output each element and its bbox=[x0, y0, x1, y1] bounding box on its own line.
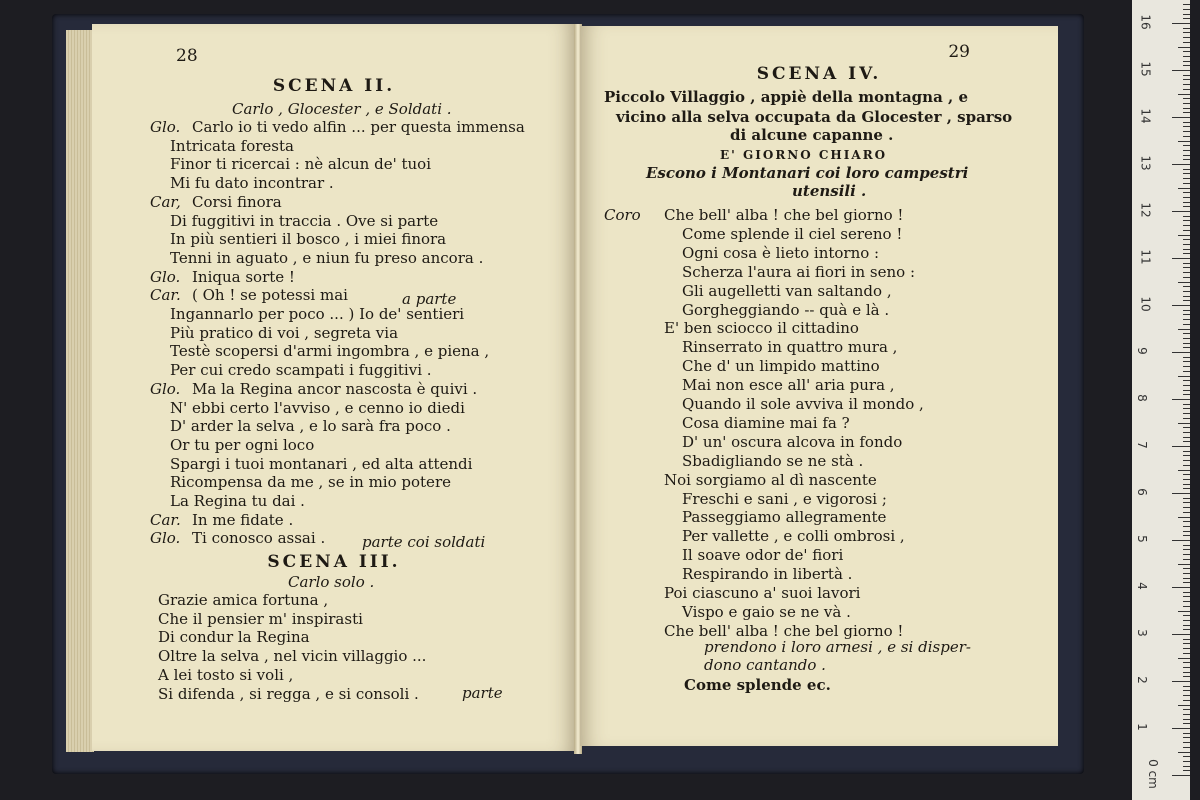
ruler-tick bbox=[1183, 178, 1190, 179]
ruler-tick bbox=[1172, 70, 1190, 71]
ruler-tick bbox=[1172, 211, 1190, 212]
ruler-tick bbox=[1183, 361, 1190, 362]
ruler-tick bbox=[1183, 277, 1190, 278]
ruler-tick bbox=[1183, 700, 1190, 701]
ruler-tick bbox=[1183, 150, 1190, 151]
ruler-tick bbox=[1183, 263, 1190, 264]
ruler-label: 11 bbox=[1138, 249, 1153, 265]
verse-line: Per vallette , e colli ombrosi , bbox=[682, 527, 905, 546]
ruler-tick bbox=[1183, 648, 1190, 649]
ruler-tick bbox=[1183, 324, 1190, 325]
ruler-tick bbox=[1178, 752, 1190, 753]
monologue-line: Oltre la selva , nel vicin villaggio ... bbox=[158, 647, 427, 666]
stage-direction-exit-3: parte bbox=[462, 684, 503, 702]
speaker-label: Car, bbox=[150, 192, 181, 211]
ruler-tick bbox=[1183, 742, 1190, 743]
dialogue-line: N' ebbi certo l'avviso , e cenno io diedi bbox=[170, 398, 465, 417]
setting-line-1: Piccolo Villaggio , appiè della montagna , e bbox=[604, 88, 968, 106]
dialogue-line: Ricompensa da me , se in mio potere bbox=[170, 473, 451, 492]
speaker-label: Glo. bbox=[150, 379, 181, 398]
ruler-tick bbox=[1183, 338, 1190, 339]
ruler-tick bbox=[1178, 94, 1190, 95]
ruler-tick bbox=[1183, 296, 1190, 297]
ruler-tick bbox=[1183, 714, 1190, 715]
ruler-tick bbox=[1183, 136, 1190, 137]
scene3-characters: Carlo solo . bbox=[288, 573, 375, 591]
ruler-tick bbox=[1183, 549, 1190, 550]
ruler-tick bbox=[1183, 183, 1190, 184]
speaker-label: Car. bbox=[150, 510, 181, 529]
dialogue-line: Ti conosco assai . bbox=[192, 529, 326, 548]
dialogue-line: Or tu per ogni loco bbox=[170, 435, 315, 454]
ruler-tick bbox=[1183, 9, 1190, 10]
speaker-label: Glo. bbox=[150, 118, 181, 136]
ruler-tick bbox=[1183, 56, 1190, 57]
ruler-tick bbox=[1183, 770, 1190, 771]
ruler-tick bbox=[1183, 667, 1190, 668]
ruler-tick bbox=[1183, 28, 1190, 29]
ruler-tick bbox=[1183, 4, 1190, 5]
scene-title-3: SCENA III. bbox=[267, 552, 401, 572]
dialogue-line: D' arder la selva , e lo sarà fra poco . bbox=[170, 417, 451, 436]
ruler-tick bbox=[1183, 145, 1190, 146]
ruler-tick bbox=[1183, 206, 1190, 207]
ruler-tick bbox=[1183, 122, 1190, 123]
ruler-tick bbox=[1183, 592, 1190, 593]
ruler-tick bbox=[1183, 747, 1190, 748]
closing-line: Come splende ec. bbox=[684, 676, 831, 694]
page-number-right: 29 bbox=[948, 42, 970, 62]
ruler-tick bbox=[1183, 573, 1190, 574]
ruler-tick bbox=[1183, 385, 1190, 386]
ruler-tick bbox=[1183, 686, 1190, 687]
ruler-tick bbox=[1183, 507, 1190, 508]
ruler-tick bbox=[1183, 526, 1190, 527]
ruler-tick bbox=[1183, 61, 1190, 62]
ruler-tick bbox=[1183, 521, 1190, 522]
speaker-label: Coro bbox=[604, 206, 641, 224]
scene-title: SCENA II. bbox=[272, 76, 396, 96]
ruler-tick bbox=[1178, 47, 1190, 48]
verse-line: Che bell' alba ! che bel giorno ! bbox=[664, 206, 904, 224]
ruler-tick bbox=[1183, 51, 1190, 52]
measurement-ruler bbox=[1132, 0, 1190, 800]
dialogue-line: Di fuggitivi in traccia . Ove si parte bbox=[170, 211, 439, 230]
dialogue-line: Corsi finora bbox=[192, 192, 282, 211]
ruler-tick bbox=[1183, 498, 1190, 499]
ruler-tick bbox=[1183, 84, 1190, 85]
ruler-label: 16 bbox=[1138, 14, 1153, 30]
ruler-tick bbox=[1183, 427, 1190, 428]
closing-direction-2: dono cantando . bbox=[704, 656, 826, 674]
ruler-tick bbox=[1183, 202, 1190, 203]
ruler-label: 0 cm bbox=[1145, 759, 1160, 789]
ruler-tick bbox=[1183, 455, 1190, 456]
ruler-tick bbox=[1183, 108, 1190, 109]
ruler-tick bbox=[1183, 286, 1190, 287]
ruler-tick bbox=[1183, 582, 1190, 583]
page-number-left: 28 bbox=[176, 46, 198, 66]
ruler-label: 7 bbox=[1134, 441, 1149, 449]
ruler-tick bbox=[1183, 620, 1190, 621]
monologue-line: Grazie amica fortuna , bbox=[158, 591, 329, 609]
dialogue-line: Intricata foresta bbox=[170, 136, 294, 155]
verse-line: Mai non esce all' aria pura , bbox=[682, 376, 895, 395]
scene-characters: Carlo , Glocester , e Soldati . bbox=[232, 100, 452, 118]
ruler-label: 9 bbox=[1134, 347, 1149, 355]
ruler-tick bbox=[1183, 169, 1190, 170]
ruler-tick bbox=[1183, 601, 1190, 602]
ruler-tick bbox=[1178, 564, 1190, 565]
monologue-line: A lei tosto si voli , bbox=[158, 665, 294, 684]
ruler-tick bbox=[1183, 733, 1190, 734]
ruler-tick bbox=[1172, 540, 1190, 541]
ruler-tick bbox=[1172, 681, 1190, 682]
ruler-tick bbox=[1172, 305, 1190, 306]
ruler-tick bbox=[1183, 291, 1190, 292]
ruler-tick bbox=[1183, 197, 1190, 198]
stage-direction-aside: a parte bbox=[402, 290, 457, 308]
dialogue-line: Spargi i tuoi montanari , ed alta attendi bbox=[170, 454, 473, 473]
ruler-tick bbox=[1183, 343, 1190, 344]
ruler-tick bbox=[1183, 465, 1190, 466]
ruler-tick bbox=[1183, 32, 1190, 33]
ruler-tick bbox=[1172, 399, 1190, 400]
verse-line: Che bell' alba ! che bel giorno ! bbox=[664, 621, 904, 640]
ruler-tick bbox=[1172, 728, 1190, 729]
monologue-line: Si difenda , si regga , e si consoli . bbox=[158, 684, 419, 703]
ruler-tick bbox=[1183, 42, 1190, 43]
dialogue-line: Tenni in aguato , e niun fu preso ancora . bbox=[170, 248, 484, 267]
stage-direction-exit: parte coi soldati bbox=[362, 533, 486, 551]
ruler-tick bbox=[1183, 460, 1190, 461]
ruler-tick bbox=[1183, 653, 1190, 654]
ruler-tick bbox=[1183, 756, 1190, 757]
ruler-tick bbox=[1172, 117, 1190, 118]
ruler-label: 12 bbox=[1138, 202, 1153, 218]
ruler-tick bbox=[1183, 413, 1190, 414]
ruler-tick bbox=[1183, 615, 1190, 616]
ruler-tick bbox=[1183, 173, 1190, 174]
ruler-tick bbox=[1178, 611, 1190, 612]
ruler-tick bbox=[1183, 625, 1190, 626]
ruler-tick bbox=[1183, 155, 1190, 156]
speaker-label: Car. bbox=[150, 286, 181, 305]
ruler-tick bbox=[1183, 723, 1190, 724]
ruler-tick bbox=[1178, 282, 1190, 283]
ruler-tick bbox=[1183, 479, 1190, 480]
ruler-label: 10 bbox=[1138, 296, 1153, 312]
verse-line: Respirando in libertà . bbox=[682, 565, 853, 584]
ruler-tick bbox=[1183, 310, 1190, 311]
ruler-tick bbox=[1183, 559, 1190, 560]
dialogue-line: Per cui credo scampati i fuggitivi . bbox=[170, 361, 432, 380]
ruler-label: 6 bbox=[1134, 488, 1149, 496]
ruler-tick bbox=[1183, 676, 1190, 677]
verse-line: Il soave odor de' fiori bbox=[682, 546, 844, 565]
ruler-tick bbox=[1183, 267, 1190, 268]
ruler-tick bbox=[1178, 376, 1190, 377]
ruler-tick bbox=[1183, 230, 1190, 231]
ruler-tick bbox=[1183, 371, 1190, 372]
dialogue-line: Ingannarlo per poco ... ) Io de' sentieri bbox=[170, 305, 465, 323]
ruler-tick bbox=[1172, 775, 1190, 776]
ruler-tick bbox=[1183, 672, 1190, 673]
ruler-tick bbox=[1183, 690, 1190, 691]
ruler-tick bbox=[1183, 394, 1190, 395]
ruler-tick bbox=[1178, 705, 1190, 706]
ruler-tick bbox=[1183, 239, 1190, 240]
ruler-tick bbox=[1183, 437, 1190, 438]
dialogue-line: Ma la Regina ancor nascosta è quivi . bbox=[192, 379, 478, 398]
ruler-label: 2 bbox=[1134, 676, 1149, 684]
ruler-tick bbox=[1183, 126, 1190, 127]
ruler-tick bbox=[1178, 235, 1190, 236]
ruler-tick bbox=[1183, 390, 1190, 391]
ruler-tick bbox=[1183, 531, 1190, 532]
ruler-tick bbox=[1183, 366, 1190, 367]
right-page bbox=[580, 26, 1058, 746]
verse-line: Gli augelletti van saltando , bbox=[682, 281, 892, 300]
monologue-line: Di condur la Regina bbox=[158, 628, 310, 647]
verse-line: Come splende il ciel sereno ! bbox=[682, 224, 903, 243]
ruler-label: 15 bbox=[1138, 61, 1153, 77]
dialogue-line: ( Oh ! se potessi mai bbox=[192, 286, 348, 305]
ruler-tick bbox=[1183, 319, 1190, 320]
ruler-tick bbox=[1172, 493, 1190, 494]
ruler-tick bbox=[1183, 719, 1190, 720]
action-line-1: Escono i Montanari coi loro campestri bbox=[646, 164, 969, 182]
ruler-label: 1 bbox=[1134, 723, 1149, 731]
ruler-tick bbox=[1183, 709, 1190, 710]
ruler-tick bbox=[1183, 272, 1190, 273]
ruler-tick bbox=[1172, 587, 1190, 588]
ruler-tick bbox=[1183, 14, 1190, 15]
ruler-tick bbox=[1172, 258, 1190, 259]
scene-title-4: SCENA IV. bbox=[756, 64, 882, 84]
verse-line: Rinserrato in quattro mura , bbox=[682, 338, 898, 357]
ruler-tick bbox=[1178, 658, 1190, 659]
closing-direction-1: prendono i loro arnesi , e si disper- bbox=[704, 638, 971, 656]
verse-line: Sbadigliando se ne stà . bbox=[682, 451, 864, 470]
verse-line: Gorgheggiando -- quà e là . bbox=[682, 300, 890, 319]
ruler-tick bbox=[1183, 418, 1190, 419]
ruler-tick bbox=[1172, 634, 1190, 635]
ruler-tick bbox=[1183, 441, 1190, 442]
ruler-tick bbox=[1183, 629, 1190, 630]
page-edges bbox=[66, 30, 94, 752]
ruler-tick bbox=[1183, 79, 1190, 80]
dialogue-line: Iniqua sorte ! bbox=[192, 267, 295, 286]
ruler-tick bbox=[1183, 474, 1190, 475]
setting-line-3: di alcune capanne . bbox=[730, 126, 894, 144]
ruler-tick bbox=[1183, 253, 1190, 254]
verse-line: E' ben sciocco il cittadino bbox=[664, 319, 859, 338]
ruler-tick bbox=[1183, 18, 1190, 19]
ruler-tick bbox=[1172, 164, 1190, 165]
ruler-tick bbox=[1183, 578, 1190, 579]
verse-line: Ogni cosa è lieto intorno : bbox=[682, 243, 880, 262]
ruler-tick bbox=[1183, 225, 1190, 226]
verse-line: Che d' un limpido mattino bbox=[682, 357, 880, 376]
speaker-label: Glo. bbox=[150, 267, 181, 286]
left-page bbox=[92, 24, 576, 751]
verse-line: Cosa diamine mai fa ? bbox=[682, 413, 850, 432]
dialogue-line: In più sentieri il bosco , i miei finora bbox=[170, 230, 447, 249]
ruler-tick bbox=[1183, 357, 1190, 358]
verse-line: Poi ciascuno a' suoi lavori bbox=[664, 584, 861, 602]
ruler-tick bbox=[1178, 423, 1190, 424]
ruler-label: 14 bbox=[1138, 108, 1153, 124]
ruler-tick bbox=[1183, 596, 1190, 597]
ruler-tick bbox=[1183, 568, 1190, 569]
dialogue-line: In me fidate . bbox=[192, 510, 294, 529]
ruler-tick bbox=[1183, 432, 1190, 433]
ruler-tick bbox=[1183, 216, 1190, 217]
dialogue-line: Carlo io ti vedo alfin ... per questa immensa bbox=[192, 118, 525, 136]
ruler-label: 8 bbox=[1134, 394, 1149, 402]
time-of-day: E' GIORNO CHIARO bbox=[720, 148, 888, 162]
ruler-label: 3 bbox=[1134, 629, 1149, 637]
ruler-tick bbox=[1172, 352, 1190, 353]
ruler-tick bbox=[1183, 408, 1190, 409]
monologue-line: Che il pensier m' inspirasti bbox=[158, 609, 363, 628]
dialogue-line: La Regina tu dai . bbox=[170, 492, 305, 510]
ruler-tick bbox=[1183, 244, 1190, 245]
ruler-tick bbox=[1183, 554, 1190, 555]
dialogue-line: Testè scopersi d'armi ingombra , e piena , bbox=[170, 342, 490, 361]
ruler-tick bbox=[1183, 535, 1190, 536]
ruler-tick bbox=[1183, 737, 1190, 738]
ruler-tick bbox=[1183, 220, 1190, 221]
ruler-tick bbox=[1172, 446, 1190, 447]
ruler-tick bbox=[1183, 65, 1190, 66]
ruler-tick bbox=[1178, 329, 1190, 330]
ruler-label: 5 bbox=[1134, 535, 1149, 543]
verse-line: Vispo e gaio se ne và . bbox=[682, 602, 851, 621]
ruler-tick bbox=[1178, 141, 1190, 142]
ruler-tick bbox=[1183, 545, 1190, 546]
ruler-tick bbox=[1183, 451, 1190, 452]
ruler-tick bbox=[1178, 517, 1190, 518]
ruler-tick bbox=[1183, 512, 1190, 513]
ruler-tick bbox=[1183, 484, 1190, 485]
dialogue-line: Finor ti ricercai : nè alcun de' tuoi bbox=[170, 155, 431, 174]
ruler-tick bbox=[1183, 249, 1190, 250]
verse-line: Quando il sole avviva il mondo , bbox=[682, 395, 924, 413]
ruler-tick bbox=[1183, 333, 1190, 334]
ruler-tick bbox=[1183, 639, 1190, 640]
verse-line: D' un' oscura alcova in fondo bbox=[682, 432, 903, 451]
ruler-tick bbox=[1183, 300, 1190, 301]
ruler-tick bbox=[1183, 159, 1190, 160]
ruler-tick bbox=[1183, 98, 1190, 99]
dialogue-line: Più pratico di voi , segreta via bbox=[170, 323, 399, 342]
verse-line: Noi sorgiamo al dì nascente bbox=[664, 470, 877, 489]
ruler-tick bbox=[1183, 37, 1190, 38]
ruler-tick bbox=[1183, 89, 1190, 90]
verse-line: Passeggiamo allegramente bbox=[682, 508, 887, 527]
ruler-tick bbox=[1183, 761, 1190, 762]
verse-line: Freschi e sani , e vigorosi ; bbox=[682, 489, 887, 508]
ruler-label: 13 bbox=[1138, 155, 1153, 171]
ruler-tick bbox=[1183, 192, 1190, 193]
ruler-tick bbox=[1183, 766, 1190, 767]
verse-line: Scherza l'aura ai fiori in seno : bbox=[682, 262, 915, 281]
ruler-tick bbox=[1183, 404, 1190, 405]
ruler-tick bbox=[1183, 643, 1190, 644]
ruler-tick bbox=[1183, 131, 1190, 132]
speaker-label: Glo. bbox=[150, 529, 181, 548]
ruler-tick bbox=[1178, 188, 1190, 189]
ruler-tick bbox=[1183, 488, 1190, 489]
ruler-tick bbox=[1183, 606, 1190, 607]
ruler-tick bbox=[1183, 380, 1190, 381]
ruler-tick bbox=[1183, 103, 1190, 104]
ruler-tick bbox=[1183, 75, 1190, 76]
ruler-tick bbox=[1183, 695, 1190, 696]
action-line-2: utensili . bbox=[792, 182, 867, 200]
ruler-tick bbox=[1183, 347, 1190, 348]
ruler-tick bbox=[1183, 502, 1190, 503]
ruler-label: 4 bbox=[1134, 582, 1149, 590]
ruler-tick bbox=[1172, 23, 1190, 24]
ruler-tick bbox=[1178, 470, 1190, 471]
ruler-tick bbox=[1183, 112, 1190, 113]
ruler-tick bbox=[1183, 314, 1190, 315]
dialogue-line: Mi fu dato incontrar . bbox=[170, 174, 334, 193]
setting-line-2: vicino alla selva occupata da Glocester , sparso bbox=[616, 108, 1013, 126]
ruler-tick bbox=[1183, 662, 1190, 663]
